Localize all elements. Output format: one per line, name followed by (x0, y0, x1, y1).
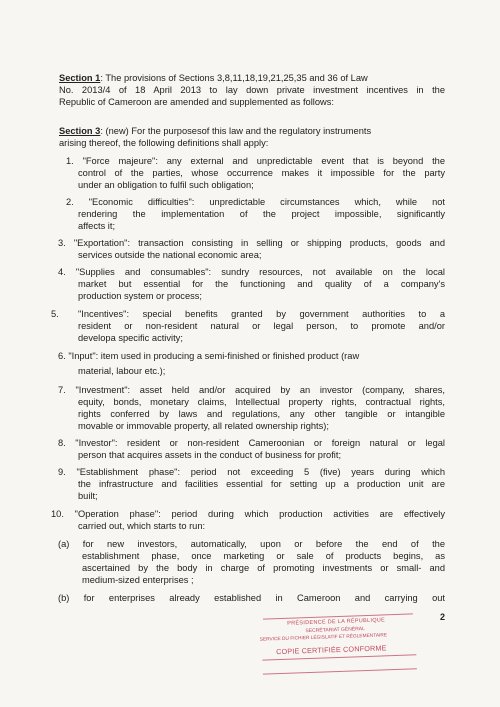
definition-line: material, labour etc.); (78, 366, 166, 376)
definition-line: under an obligation to fulfil such obligation; (78, 180, 254, 190)
definition-line: 8. "Investor": resident or non-resident Cameroonian or foreign natural or legal (58, 438, 445, 448)
definition-line: rights conferred by laws and regulations, any other tangible or intangible (78, 409, 445, 419)
definition-line: market but essential for the functioning and quality of a company's (78, 279, 445, 289)
definition-line: establishment phase, once marketing or sale of products begins, as (82, 551, 445, 561)
definition-line: (a) for new investors, automatically, upon or before the end of the (58, 539, 445, 549)
definition-line: rendering the implementation of the project impossible, significantly (78, 209, 445, 219)
stamp-line: SECRÉTARIAT GÉNÉRAL (305, 626, 365, 635)
definition-line: medium-sized enterprises ; (82, 575, 194, 585)
section-3-label: Section 3 (59, 126, 101, 136)
section-1-label: Section 1 (59, 73, 101, 83)
section-3-line-1 (59, 126, 371, 138)
section-3-text: : (new) For the purposesof this law and the regulatory instruments (100, 126, 372, 136)
section-1-text: : The provisions of Sections 3,8,11,18,19,21,25,35 and 36 of Law (100, 73, 368, 83)
definition-line: ascertained by the body in charge of promoting investments or small- and (82, 563, 445, 573)
section-1-line-2: No. 2013/4 of 18 April 2013 to lay down private investment incentives in the (59, 85, 445, 95)
stamp-line: PRÉSIDENCE DE LA RÉPUBLIQUE (287, 617, 386, 627)
stamp-bottom-rule (263, 668, 417, 674)
page-number: 2 (440, 612, 446, 622)
definition-line: movable or immovable property, all related ownership rights); (78, 421, 329, 431)
definition-line: equity, bonds, monetary claims, Intellectual property rights, contractual rights, (78, 397, 445, 407)
definition-line: 10. "Operation phase": period during which production activities are effectively (51, 509, 445, 519)
definition-line: "Incentives": special benefits granted by government authorities to a (78, 309, 445, 319)
section-3-line-2: arising thereof, the following definitions shall apply: (59, 138, 269, 148)
definition-line: 3. "Exportation": transaction consisting in selling or shipping products, goods and (58, 238, 445, 248)
definition-line: 4. "Supplies and consumables": sundry resources, not available on the local (58, 267, 445, 277)
definition-line: person that acquires assets in the conduct of business for profit; (78, 450, 342, 460)
definition-line: 9. "Establishment phase": period not exceeding 5 (five) years during which (58, 467, 445, 477)
definition-line: 1. "Force majeure": any external and unpredictable event that is beyond the (66, 156, 445, 166)
section-1-line-3: Republic of Cameroon are amended and supplemented as follows: (59, 97, 334, 107)
definition-line: built; (78, 491, 98, 501)
definition-line: 6. "Input": item used in producing a semi-finished or finished product (raw (58, 351, 360, 361)
definition-line: 7. "Investment": asset held and/or acquired by an investor (company, shares, (58, 385, 445, 395)
stamp-line: SERVICE DU FICHIER LÉGISLATIF ET RÉGLEMENTAIRE (259, 633, 388, 643)
definition-line: production system or process; (78, 291, 203, 301)
definition-line: (b) for enterprises already established in Cameroon and carrying out (58, 593, 445, 603)
definition-line: resident or non-resident natural or legal person, to promote and/or (78, 321, 445, 331)
definition-line: control of the parties, whose occurrence makes it impossible for the party (78, 168, 445, 178)
definition-line: 2. "Economic difficulties": unpredictable circumstances which, while not (66, 197, 445, 207)
definition-line: developa specific activity; (78, 333, 183, 343)
definition-line: services outside the national economic area; (78, 250, 262, 260)
definition-line: 5. (51, 309, 59, 319)
definition-line: carried out, which starts to run: (78, 521, 206, 531)
definition-line: the infrastructure and facilities essential for setting up a production unit are (78, 479, 445, 489)
section-1-line-1 (59, 73, 368, 85)
certified-copy-stamp (257, 611, 419, 681)
definition-line: affects it; (78, 221, 116, 231)
stamp-line: COPIE CERTIFIÉE CONFORME (276, 643, 387, 657)
